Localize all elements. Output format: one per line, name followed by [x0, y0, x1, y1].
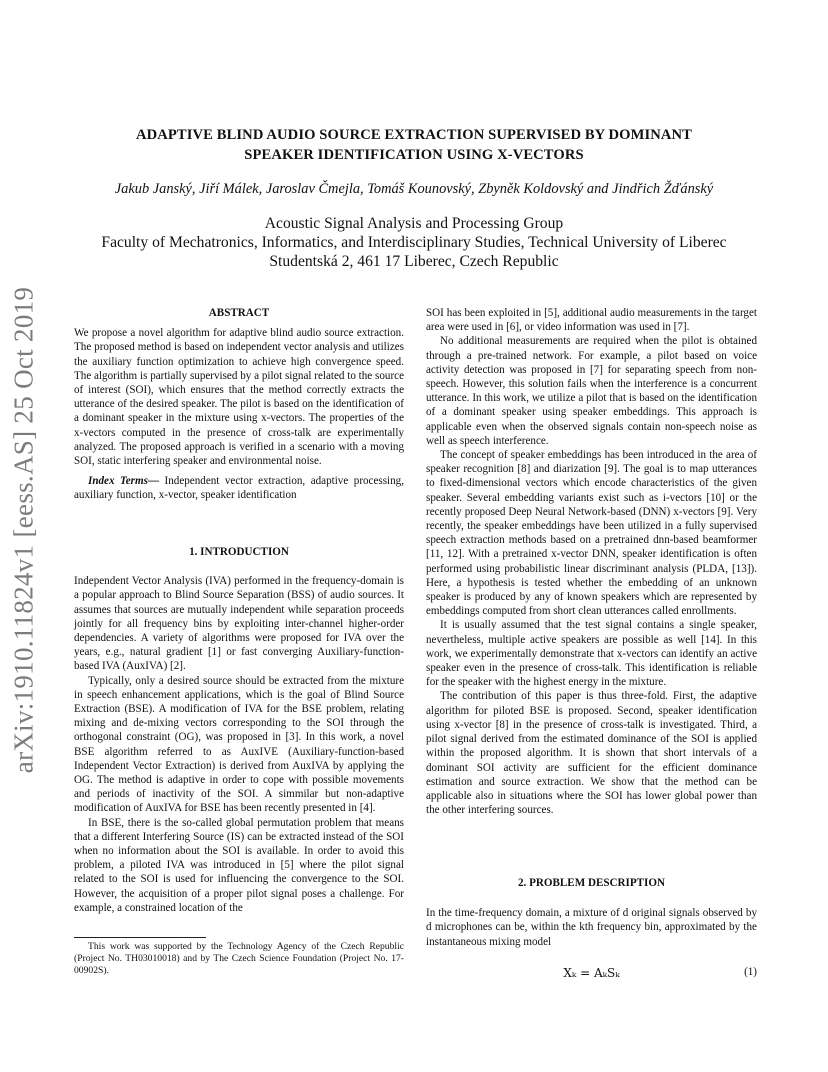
problem-heading: 2. PROBLEM DESCRIPTION — [517, 877, 665, 889]
affiliation-line-2: Faculty of Mechatronics, Informatics, and Interdisciplinary Studies, Technical University of Liberec — [101, 234, 727, 251]
affiliation-line-1: Acoustic Signal Analysis and Processing Group — [264, 215, 564, 232]
index-terms-label: Index Terms— — [88, 475, 160, 488]
problem-section — [426, 876, 757, 949]
intro-paragraph-8: The contribution of this paper is thus three-fold. First, the adaptive algorithm for piloted BSE is proposed. Second, speaker identification using x-vector [8] in the presence of cross-talk is investigated. Third, a pilot signal derived from the estimated dominance of the SOI is applied within the proposed algorithm. It is shown that short intervals of a dominant SOI activity are sufficient for the efficient dominance estimation and source extraction. We show that the method can be applicable also in situations where the SOI has lower global power than the other interfering sources. — [426, 690, 757, 817]
intro-paragraph-3: In BSE, there is the so-called global permutation problem that means that a different Interfering Source (IS) can be extracted instead of the SOI when no information about the SOI is available. In order to avoid this problem, a piloted IVA was introduced in [5] where the pilot signal related to the SOI is used for influencing the convergence to the SOI. However, the acquisition of a proper pilot signal poses a challenge. For example, a constrained location of the — [74, 816, 404, 914]
intro-paragraph-6: The concept of speaker embeddings has been introduced in the area of speaker recognition [8] and diarization [9]. The goal is to map utterances to fixed-dimensional vectors which encode characteristics of the given speaker. Several embedding variants exist such as i-vectors [10] or the recently proposed Deep Neural Network-based (DNN) x-vectors [9]. Very recently, the speaker embeddings have been utilized in a fully supervised speech extraction methods based on a pretrained dnn-based beamformer [11, 12]. With a pretrained x-vector DNN, speaker identification is often performed using probabilistic linear discriminant analysis (PLDA, [13]). Here, a hypothesis is tested whether the embedding of an unknown speaker is produced by any of known speakers which are represented by embeddings computed from short clean utterances called enrollments. — [426, 449, 757, 618]
abstract-text: We propose a novel algorithm for adaptive blind audio source extraction. The proposed method is based on independent vector analysis and utilizes the auxiliary function optimization to achieve high convergence speed. The algorithm is partially supervised by a pilot signal related to the source of interest (SOI), which ensures that the method correctly extracts the utterance of the desired speaker. The pilot is based on the identification of a dominant speaker in the mixture using x-vectors. The properties of the x-vectors computed in the presence of cross-talk are experimentally analyzed. The proposed approach is verified in a scenario with a moving SOI, static interfering speaker and environmental noise. — [74, 327, 404, 468]
intro-paragraph-7: It is usually assumed that the test signal contains a single speaker, nevertheless, multiple active speakers are possible as well [14]. In this work, we experimentally demonstrate that x-vectors can identify an active speaker even in the presence of cross-talk. This identification is reliable for the speaker with the highest energy in the mixture. — [426, 619, 757, 689]
intro-heading: 1. INTRODUCTION — [189, 546, 289, 558]
index-terms-text: Independent vector extraction, adaptive processing, auxiliary function, x-vector, speaker identification — [74, 475, 404, 502]
equation-1 — [426, 966, 757, 984]
equation-1-math: Xₖ = AₖSₖ — [563, 966, 620, 980]
footnote-text: This work was supported by the Technology Agency of the Czech Republic (Project No. TH03010018) and by The Czech Science Foundation (Project No. 17-00902S). — [74, 941, 404, 976]
affiliation-line-3: Studentská 2, 461 17 Liberec, Czech Republic — [269, 253, 559, 270]
intro-paragraph-4: SOI has been exploited in [5], additional audio measurements in the target area were used in [6], or video information was used in [7]. — [426, 307, 757, 334]
affiliation — [40, 214, 788, 271]
introduction-section — [74, 545, 404, 915]
intro-paragraph-2: Typically, only a desired source should be extracted from the mixture in speech enhancement applications, which is the goal of Blind Source Extraction (BSE). A modification of IVA for the BSE problem, relating mixing and de-mixing vectors corresponding to the SOI through the orthogonal constraint (OG), was proposed in [3]. In this work, a novel BSE algorithm referred to as AuxIVE (Auxiliary-function-based Independent Vector Extraction) is derived from AuxIVA by applying the OG. The method is adaptive in order to cope with possible movements and periods of inactivity of the SOI. A simmilar but non-adaptive modification of AuxIVA for BSE has been recently presented in [4]. — [74, 674, 404, 815]
equation-1-number: (1) — [744, 966, 757, 978]
paper-title — [70, 125, 758, 165]
arxiv-stamp — [4, 280, 44, 780]
abstract-heading: ABSTRACT — [208, 307, 270, 319]
footnote — [74, 941, 404, 977]
author-list: Jakub Janský, Jiří Málek, Jaroslav Čmejla, Tomáš Kounovský, Zbyněk Koldovský and Jindřich Žďánský — [114, 181, 714, 197]
title-line-1: ADAPTIVE BLIND AUDIO SOURCE EXTRACTION SUPERVISED BY DOMINANT — [135, 127, 693, 143]
abstract-section — [74, 306, 404, 503]
right-column — [426, 306, 757, 817]
footnote-rule — [74, 937, 206, 938]
intro-paragraph-5: No additional measurements are required when the pilot is obtained through a pre-trained network. For example, a pilot based on voice activity detection was proposed in [7] for separating speech from non-speech. However, this solution fails when the interference is a concurrent utterance. In this work, we utilize a pilot that is based on the identification of a dominant speaker using speaker embeddings. This approach is applicable even when the observed signals contain non-speech noise as well as speech interference. — [426, 335, 757, 447]
index-terms — [74, 474, 404, 502]
arxiv-stamp-text: arXiv:1910.11824v1 [eess.AS] 25 Oct 2019 — [8, 286, 39, 774]
problem-text: In the time-frequency domain, a mixture of d original signals observed by d microphones can be, within the kth frequency bin, approximated by the instantaneous mixing model — [426, 907, 757, 948]
intro-paragraph-1: Independent Vector Analysis (IVA) performed in the frequency-domain is a popular approach to Blind Source Separation (BSS) of audio sources. It assumes that sources are mutually independent while separation proceeds jointly for all frequency bins by exploiting inter-channel higher-order dependencies. A variety of algorithms were proposed for IVA over the years, e.g., natural gradient [1] or fast converging Auxiliary-function-based IVA (AuxIVA) [2]. — [74, 575, 404, 673]
title-line-2: SPEAKER IDENTIFICATION USING X-VECTORS — [244, 147, 584, 163]
